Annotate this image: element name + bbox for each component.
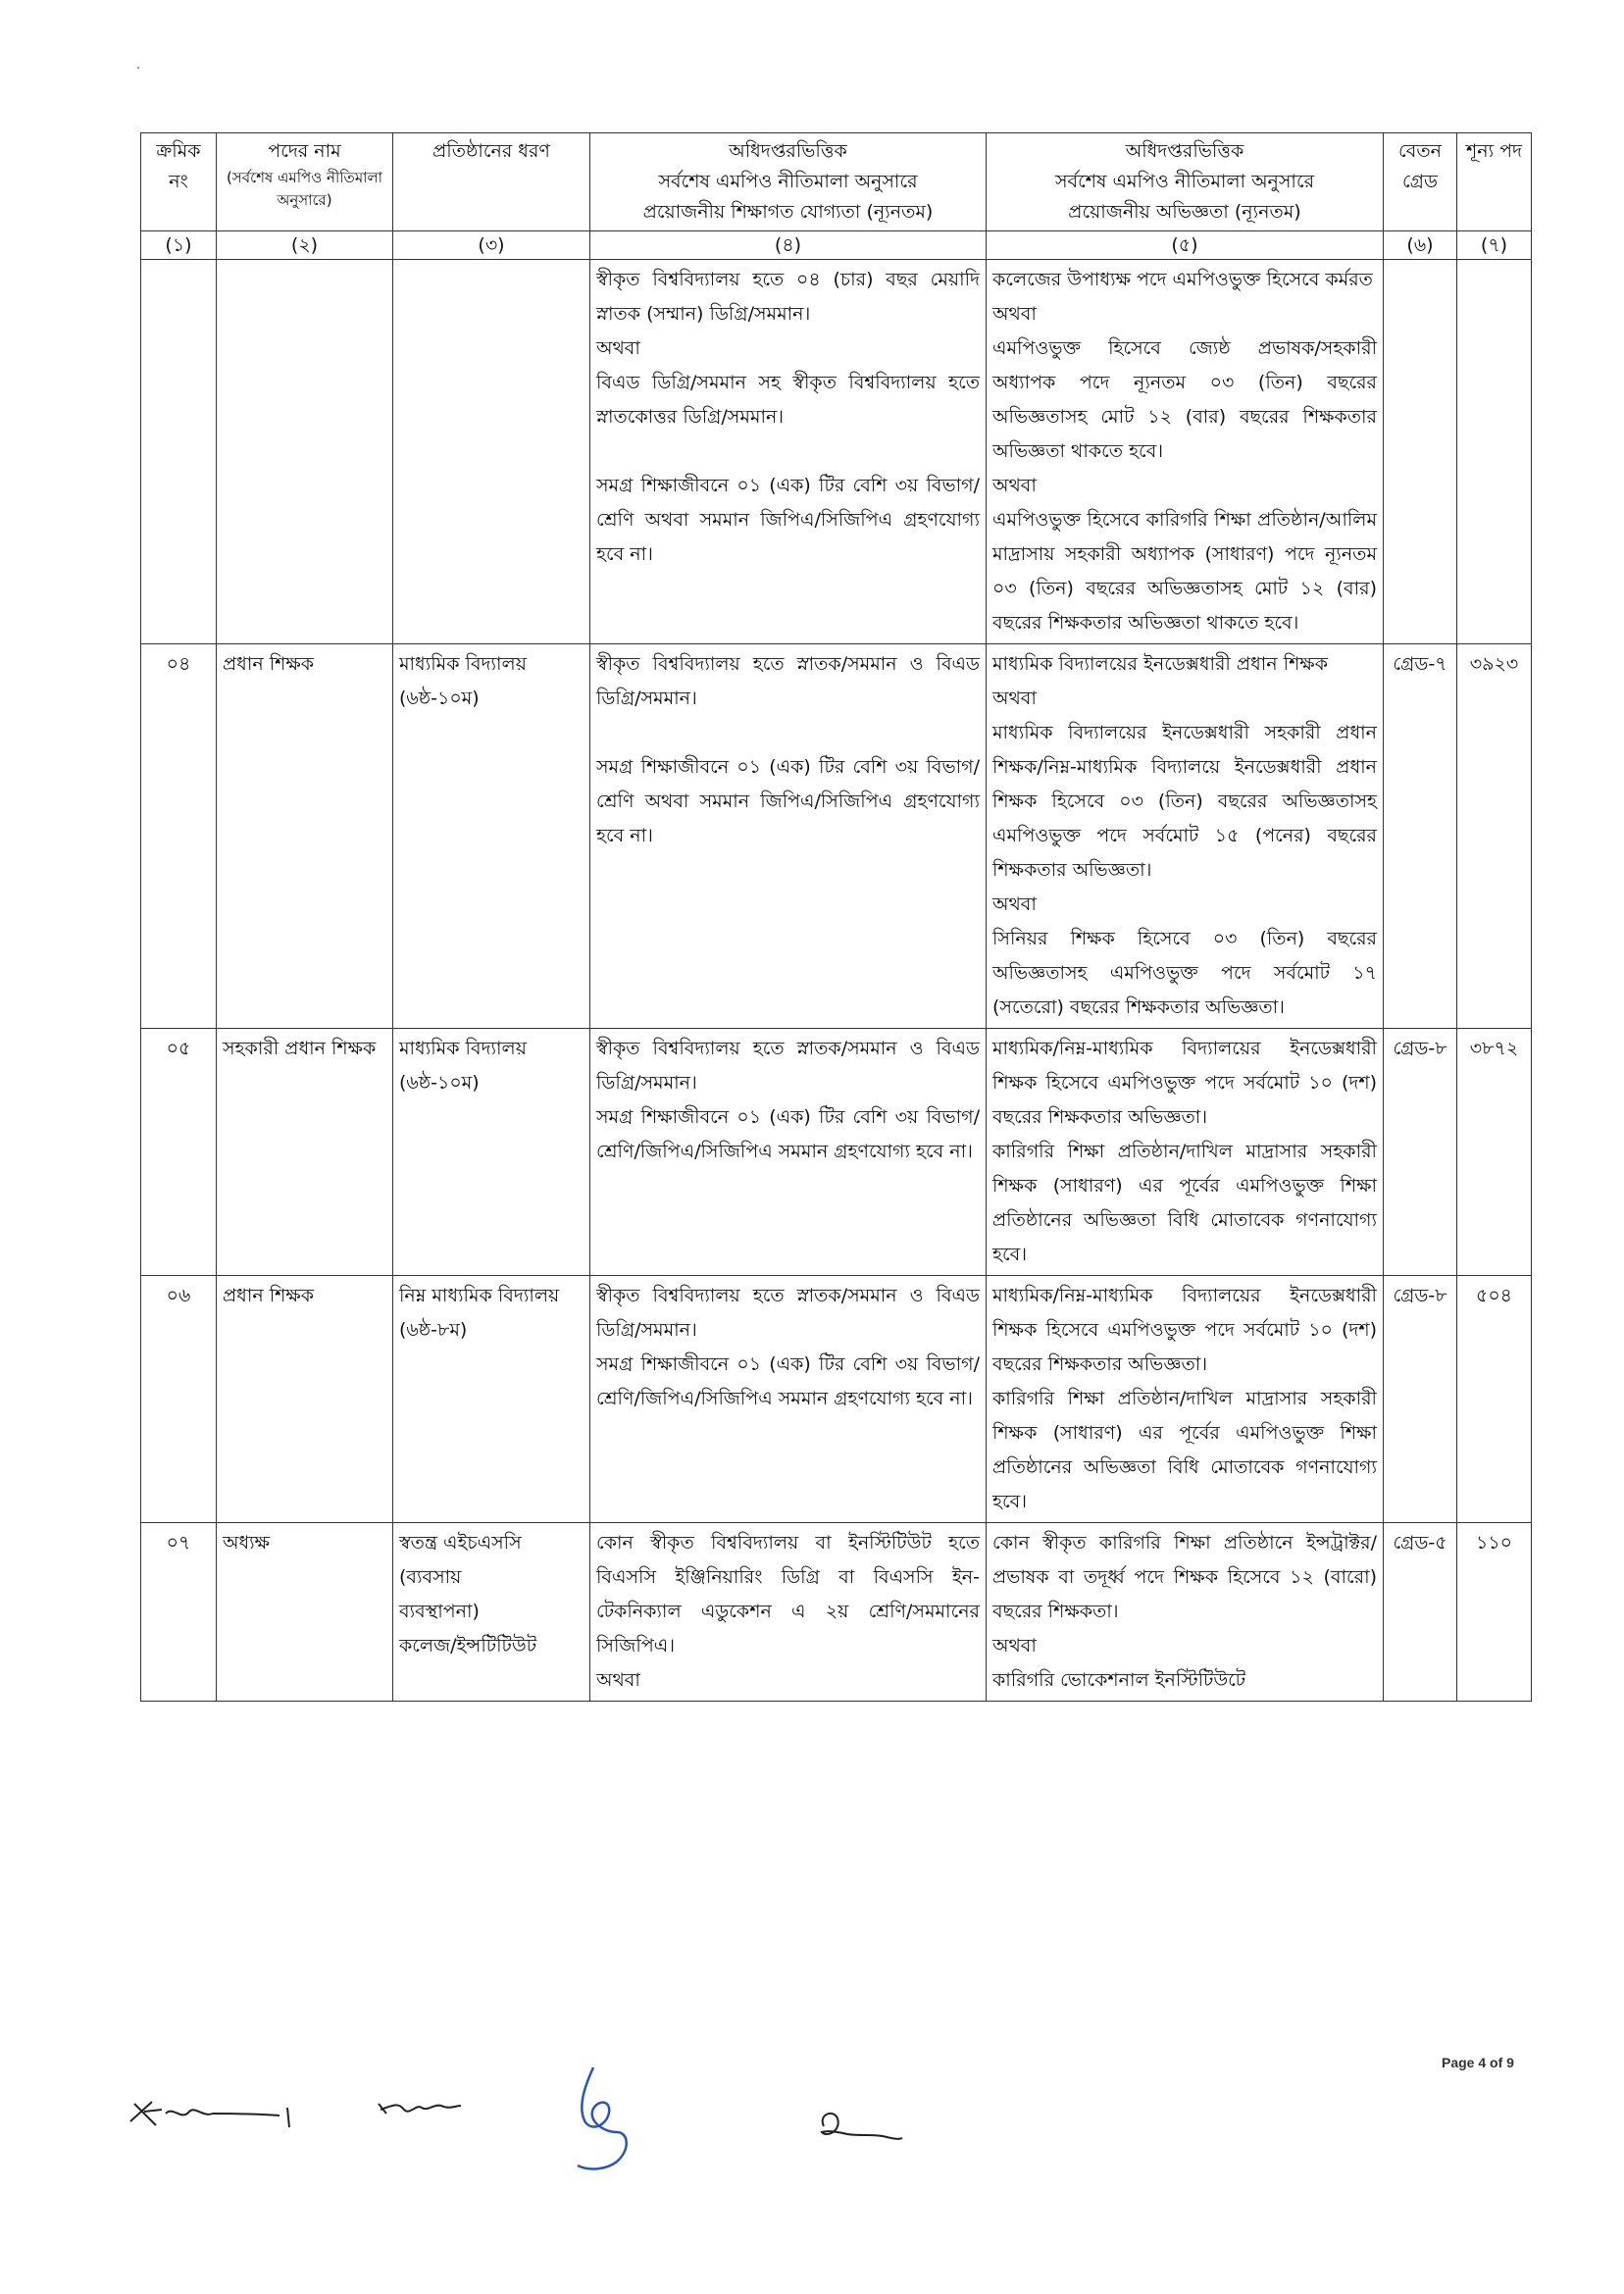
signature-1 — [123, 2074, 319, 2143]
education-cell: স্বীকৃত বিশ্ববিদ্যালয় হতে স্নাতক/সমমান ও বিএড ডিগ্রি/সমমান। সমগ্র শিক্ষাজীবনে ০১ (এক) টির বেশি ৩য় বিভাগ/শ্রেণি অথবা সমমান জিপিএ/সিজিপিএ গ্রহণযোগ্য হবে না। — [590, 644, 987, 1029]
institution-cell: মাধ্যমিক বিদ্যালয় (৬ষ্ঠ-১০ম) — [393, 644, 590, 1029]
table-row — [141, 1029, 1532, 1276]
education-cell: কোন স্বীকৃত বিশ্ববিদ্যালয় বা ইনস্টিটিউট হতে বিএসসি ইঞ্জিনিয়ারিং ডিগ্রি বা বিএসসি ইন-টেকনিক্যাল এডুকেশন এ ২য় শ্রেণি/সমমানের সিজিপিএ। অথবা — [590, 1523, 987, 1702]
experience-cell: কলেজের উপাধ্যক্ষ পদে এমপিওভুক্ত হিসেবে কর্মরত অথবা এমপিওভুক্ত হিসেবে জ্যেষ্ঠ প্রভাষক/সহকারী অধ্যাপক পদে ন্যূনতম ০৩ (তিন) বছরের অভিজ্ঞতাসহ মোট ১২ (বার) বছরের শিক্ষকতার অভিজ্ঞতা থাকতে হবে। অথবা এমপিওভুক্ত হিসেবে কারিগরি শিক্ষা প্রতিষ্ঠান/আলিম মাদ্রাসায় সহকারী অধ্যাপক (সাধারণ) পদে ন্যূনতম ০৩ (তিন) বছরের অভিজ্ঞতাসহ মোট ১২ (বার) বছরের শিক্ষকতার অভিজ্ঞতা থাকতে হবে। — [987, 260, 1384, 644]
header-vacant: শূন্য পদ — [1457, 133, 1532, 231]
header-post — [217, 133, 393, 231]
table-row-continued — [141, 260, 1532, 644]
header-row — [141, 133, 1532, 231]
grade-cell: গ্রেড-৮ — [1384, 1276, 1457, 1523]
grade-cell: গ্রেড-৭ — [1384, 644, 1457, 1029]
experience-cell: কোন স্বীকৃত কারিগরি শিক্ষা প্রতিষ্ঠানে ইন্সট্রাক্টর/প্রভাষক বা তদূর্ধ্ব পদে শিক্ষক হিসেবে ১২ (বারো) বছরের শিক্ষকতা। অথবা কারিগরি ভোকেশনাল ইনস্টিটিউটে — [987, 1523, 1384, 1702]
institution-cell: স্বতন্ত্র এইচএসসি (ব্যবসায় ব্যবস্থাপনা) কলেজ/ইন্সটিটিউট — [393, 1523, 590, 1702]
education-cell: স্বীকৃত বিশ্ববিদ্যালয় হতে স্নাতক/সমমান ও বিএড ডিগ্রি/সমমান। সমগ্র শিক্ষাজীবনে ০১ (এক) টির বেশি ৩য় বিভাগ/শ্রেণি/জিপিএ/সিজিপিএ সমমান গ্রহণযোগ্য হবে না। — [590, 1276, 987, 1523]
header-grade: বেতন গ্রেড — [1384, 133, 1457, 231]
vacant-cell: ৫০৪ — [1457, 1276, 1532, 1523]
column-number: (২) — [217, 231, 393, 260]
header-education-l3: প্রয়োজনীয় শিক্ষাগত যোগ্যতা (ন্যূনতম) — [642, 201, 934, 223]
header-experience — [987, 133, 1384, 231]
institution-cell: মাধ্যমিক বিদ্যালয় (৬ষ্ঠ-১০ম) — [393, 1029, 590, 1276]
serial-cell: ০৭ — [141, 1523, 217, 1702]
signature-2 — [373, 2084, 471, 2133]
scan-speck — [137, 67, 139, 69]
serial-cell: ০৬ — [141, 1276, 217, 1523]
vacant-cell: ৩৮৭২ — [1457, 1029, 1532, 1276]
experience-cell: মাধ্যমিক/নিম্ন-মাধ্যমিক বিদ্যালয়ের ইনডেক্সধারী শিক্ষক হিসেবে এমপিওভুক্ত পদে সর্বমোট ১০ (দশ) বছরের শিক্ষকতার অভিজ্ঞতা। কারিগরি শিক্ষা প্রতিষ্ঠান/দাখিল মাদ্রাসার সহকারী শিক্ষক (সাধারণ) এর পূর্বের এমপিওভুক্ত শিক্ষা প্রতিষ্ঠানের অভিজ্ঞতা বিধি মোতাবেক গণনাযোগ্য হবে। — [987, 1029, 1384, 1276]
post-cell: সহকারী প্রধান শিক্ষক — [217, 1029, 393, 1276]
header-post-sub: (সর্বশেষ এমপিও নীতিমালা অনুসারে) — [226, 169, 383, 209]
column-number: (৩) — [393, 231, 590, 260]
grade-cell: গ্রেড-৮ — [1384, 1029, 1457, 1276]
header-education-l2: সর্বশেষ এমপিও নীতিমালা অনুসারে — [658, 171, 918, 192]
vacancy-table — [140, 132, 1532, 1702]
table-row — [141, 644, 1532, 1029]
header-education — [590, 133, 987, 231]
education-cell: স্বীকৃত বিশ্ববিদ্যালয় হতে স্নাতক/সমমান ও বিএড ডিগ্রি/সমমান। সমগ্র শিক্ষাজীবনে ০১ (এক) টির বেশি ৩য় বিভাগ/শ্রেণি/জিপিএ/সিজিপিএ সমমান গ্রহণযোগ্য হবে না। — [590, 1029, 987, 1276]
grade-cell: গ্রেড-৫ — [1384, 1523, 1457, 1702]
signature-4 — [804, 2099, 912, 2158]
page-number: Page 4 of 9 — [1442, 2055, 1514, 2070]
post-cell: প্রধান শিক্ষক — [217, 1276, 393, 1523]
serial-cell: ০৫ — [141, 1029, 217, 1276]
header-post-main: পদের নাম — [268, 140, 341, 162]
header-serial: ক্রমিক নং — [141, 133, 217, 231]
header-education-l1: অধিদপ্তরভিত্তিক — [729, 140, 847, 162]
experience-cell: মাধ্যমিক বিদ্যালয়ের ইনডেক্সধারী প্রধান শিক্ষক অথবা মাধ্যমিক বিদ্যালয়ের ইনডেক্সধারী সহকারী প্রধান শিক্ষক/নিম্ন-মাধ্যমিক বিদ্যালয়ে ইনডেক্সধারী প্রধান শিক্ষক হিসেবে ০৩ (তিন) বছরের অভিজ্ঞতাসহ এমপিওভুক্ত পদে সর্বমোট ১৫ (পনের) বছরের শিক্ষকতার অভিজ্ঞতা। অথবা সিনিয়র শিক্ষক হিসেবে ০৩ (তিন) বছরের অভিজ্ঞতাসহ এমপিওভুক্ত পদে সর্বমোট ১৭ (সতেরো) বছরের শিক্ষকতার অভিজ্ঞতা। — [987, 644, 1384, 1029]
education-cell: স্বীকৃত বিশ্ববিদ্যালয় হতে ০৪ (চার) বছর মেয়াদি স্নাতক (সম্মান) ডিগ্রি/সমমান। অথবা বিএড ডিগ্রি/সমমান সহ স্বীকৃত বিশ্ববিদ্যালয় হতে স্নাতকোত্তর ডিগ্রি/সমমান। সমগ্র শিক্ষাজীবনে ০১ (এক) টির বেশি ৩য় বিভাগ/শ্রেণি অথবা সমমান জিপিএ/সিজিপিএ গ্রহণযোগ্য হবে না। — [590, 260, 987, 644]
institution-cell: নিম্ন মাধ্যমিক বিদ্যালয় (৬ষ্ঠ-৮ম) — [393, 1276, 590, 1523]
vacant-cell: ৩৯২৩ — [1457, 644, 1532, 1029]
post-cell: অধ্যক্ষ — [217, 1523, 393, 1702]
table-row — [141, 1276, 1532, 1523]
experience-cell: মাধ্যমিক/নিম্ন-মাধ্যমিক বিদ্যালয়ের ইনডেক্সধারী শিক্ষক হিসেবে এমপিওভুক্ত পদে সর্বমোট ১০ (দশ) বছরের শিক্ষকতার অভিজ্ঞতা। কারিগরি শিক্ষা প্রতিষ্ঠান/দাখিল মাদ্রাসার সহকারী শিক্ষক (সাধারণ) এর পূর্বের এমপিওভুক্ত শিক্ষা প্রতিষ্ঠানের অভিজ্ঞতা বিধি মোতাবেক গণনাযোগ্য হবে। — [987, 1276, 1384, 1523]
serial-cell: ০৪ — [141, 644, 217, 1029]
header-institution: প্রতিষ্ঠানের ধরণ — [393, 133, 590, 231]
column-number: (৭) — [1457, 231, 1532, 260]
signature-3 — [564, 2060, 642, 2177]
column-number: (৪) — [590, 231, 987, 260]
header-experience-l2: সর্বশেষ এমপিও নীতিমালা অনুসারে — [1054, 171, 1315, 192]
vacant-cell: ১১০ — [1457, 1523, 1532, 1702]
table-row — [141, 1523, 1532, 1702]
column-number: (১) — [141, 231, 217, 260]
post-cell: প্রধান শিক্ষক — [217, 644, 393, 1029]
header-experience-l1: অধিদপ্তরভিত্তিক — [1125, 140, 1244, 162]
column-number: (৫) — [987, 231, 1384, 260]
column-number: (৬) — [1384, 231, 1457, 260]
column-number-row — [141, 231, 1532, 260]
header-experience-l3: প্রয়োজনীয় অভিজ্ঞতা (ন্যূনতম) — [1068, 201, 1301, 223]
